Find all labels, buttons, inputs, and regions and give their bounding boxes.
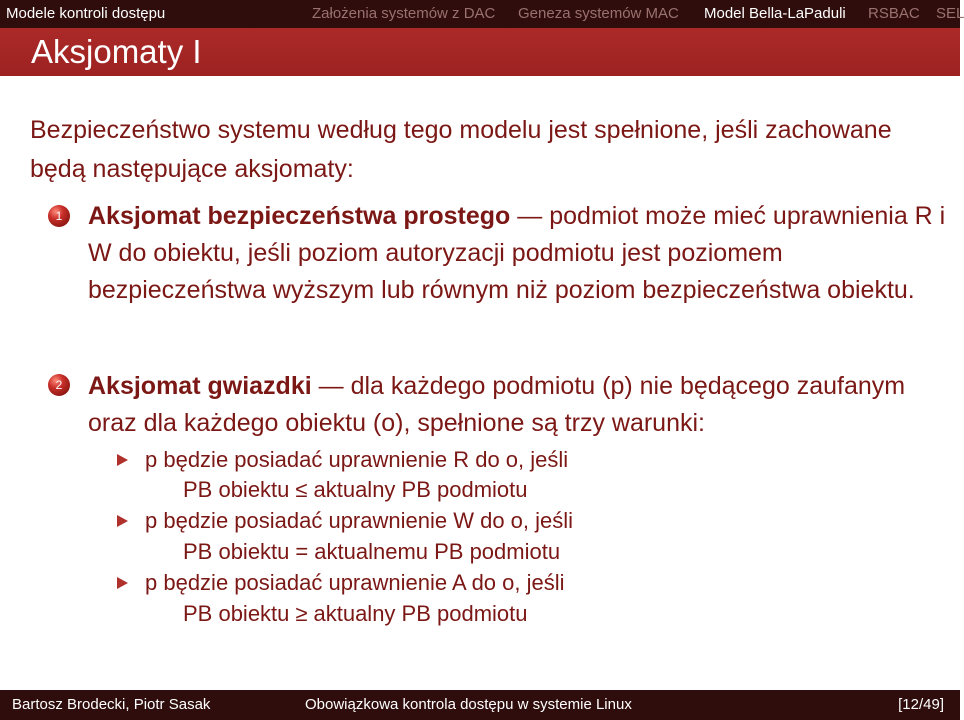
condition-3-right: aktualny PB podmiotu <box>313 601 528 626</box>
condition-1-relation: ≤ <box>295 477 308 502</box>
nav-section-current[interactable]: Modele kontroli dostępu <box>0 0 288 28</box>
axiom-1-number: 1 <box>48 205 70 227</box>
condition-2-relation: = <box>295 539 309 564</box>
bullet-triangle-icon <box>117 515 128 527</box>
axiom-2-text: — dla każdego podmiotu (p) nie będącego zaufanym oraz dla każdego obiektu (o), spełnione są trzy warunki: <box>88 372 906 437</box>
footer-page-number: [12/49] <box>898 696 944 713</box>
nav-subsection-rsbac[interactable]: RSBAC <box>868 5 920 22</box>
slide-title: Aksjomaty I <box>31 33 202 70</box>
nav-subsection-dac[interactable]: Założenia systemów z DAC <box>312 5 496 22</box>
nav-subsections <box>288 0 964 28</box>
axiom-2 <box>88 368 948 442</box>
condition-1-right: aktualny PB podmiotu <box>313 477 528 502</box>
footer <box>0 690 960 720</box>
condition-3-formula <box>183 599 528 629</box>
condition-1-formula <box>183 475 528 505</box>
condition-3-left: PB obiektu <box>183 601 290 626</box>
condition-2-formula <box>183 537 560 567</box>
footer-authors: Bartosz Brodecki, Piotr Sasak <box>0 690 288 720</box>
footer-talk-title: Obowiązkowa kontrola dostępu w systemie Linux <box>305 696 632 713</box>
condition-2-left: PB obiektu <box>183 539 290 564</box>
intro-text: Bezpieczeństwo systemu według tego modelu jest spełnione, jeśli zachowane będą następujące aksjomaty: <box>30 116 892 183</box>
axiom-1 <box>88 198 948 309</box>
nav-subsection-bell-lapadula[interactable]: Model Bella-LaPaduli <box>704 5 846 22</box>
bullet-triangle-icon <box>117 577 128 589</box>
condition-2-right: aktualnemu PB podmiotu <box>314 539 561 564</box>
axiom-1-name: Aksjomat bezpieczeństwa prostego <box>88 202 511 230</box>
condition-2-line: p będzie posiadać uprawnienie W do o, jeśli <box>145 508 574 533</box>
navigation-bar <box>0 0 964 28</box>
title-band <box>0 28 960 76</box>
nav-subsection-mac[interactable]: Geneza systemów MAC <box>518 5 679 22</box>
axiom-2-number: 2 <box>48 374 70 396</box>
axiom-1-text: — podmiot może mieć uprawnienia R i W do obiektu, jeśli poziom autoryzacji podmiotu jest poziomem bezpieczeństwa wyższym lub równym niż poziom bezpieczeństwa obiektu. <box>88 202 946 304</box>
condition-3-relation: ≥ <box>295 601 308 626</box>
condition-3-line: p będzie posiadać uprawnienie A do o, jeśli <box>145 570 565 595</box>
footer-right <box>288 690 960 720</box>
axiom-2-name: Aksjomat gwiazdki <box>88 372 312 400</box>
condition-1-line: p będzie posiadać uprawnienie R do o, jeśli <box>145 447 569 472</box>
nav-subsection-selinux[interactable]: SEL <box>936 5 964 22</box>
condition-1-left: PB obiektu <box>183 477 290 502</box>
bullet-triangle-icon <box>117 454 128 466</box>
